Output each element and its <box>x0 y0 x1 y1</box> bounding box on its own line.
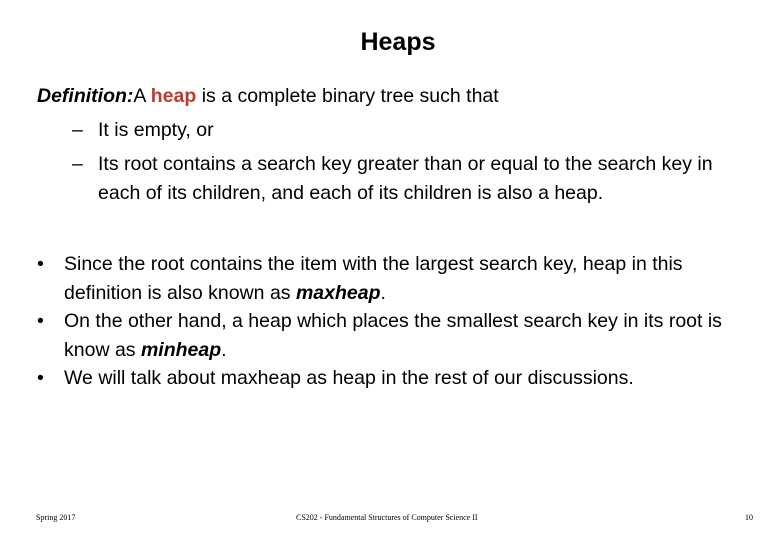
bullet-icon: • <box>37 367 44 389</box>
definition-sub-item <box>72 150 752 207</box>
definition-label: Definition: <box>37 85 134 107</box>
definition-sub-item <box>72 116 752 145</box>
dash-marker: – <box>72 153 83 175</box>
bullet-item <box>37 307 747 364</box>
bullet-emphasis: minheap <box>140 338 222 361</box>
slide-title: Heaps <box>360 28 436 56</box>
footer-course: CS202 - Fundamental Structures of Computer Science II <box>296 513 478 522</box>
definition-pre: A <box>133 85 151 107</box>
footer-page-number: 10 <box>745 513 753 522</box>
bullet-icon: • <box>37 253 44 275</box>
bullet-item <box>37 250 747 307</box>
definition-line <box>37 84 757 108</box>
bullet-emphasis: maxheap <box>295 281 381 304</box>
bullet-text: We will talk about maxheap as heap in the rest of our discussions. <box>64 367 634 389</box>
bullet-list <box>37 250 747 393</box>
definition-post: is a complete binary tree such that <box>196 85 499 107</box>
bullet-text: On the other hand, a heap which places the smallest search key in its root is know as <box>64 310 722 361</box>
bullet-item <box>37 364 747 393</box>
bullet-text-end: . <box>221 338 227 361</box>
definition-term: heap <box>150 85 197 107</box>
bullet-text-end: . <box>380 281 386 304</box>
bullet-text: Since the root contains the item with the largest search key, heap in this definition is also known as <box>64 253 683 304</box>
sub-item-text: Its root contains a search key greater than or equal to the search key in each of its children, and each of its children is also a heap. <box>98 153 713 204</box>
footer-date: Spring 2017 <box>36 513 76 522</box>
bullet-icon: • <box>37 310 44 332</box>
dash-marker: – <box>72 119 83 141</box>
sub-item-text: It is empty, or <box>98 119 214 141</box>
